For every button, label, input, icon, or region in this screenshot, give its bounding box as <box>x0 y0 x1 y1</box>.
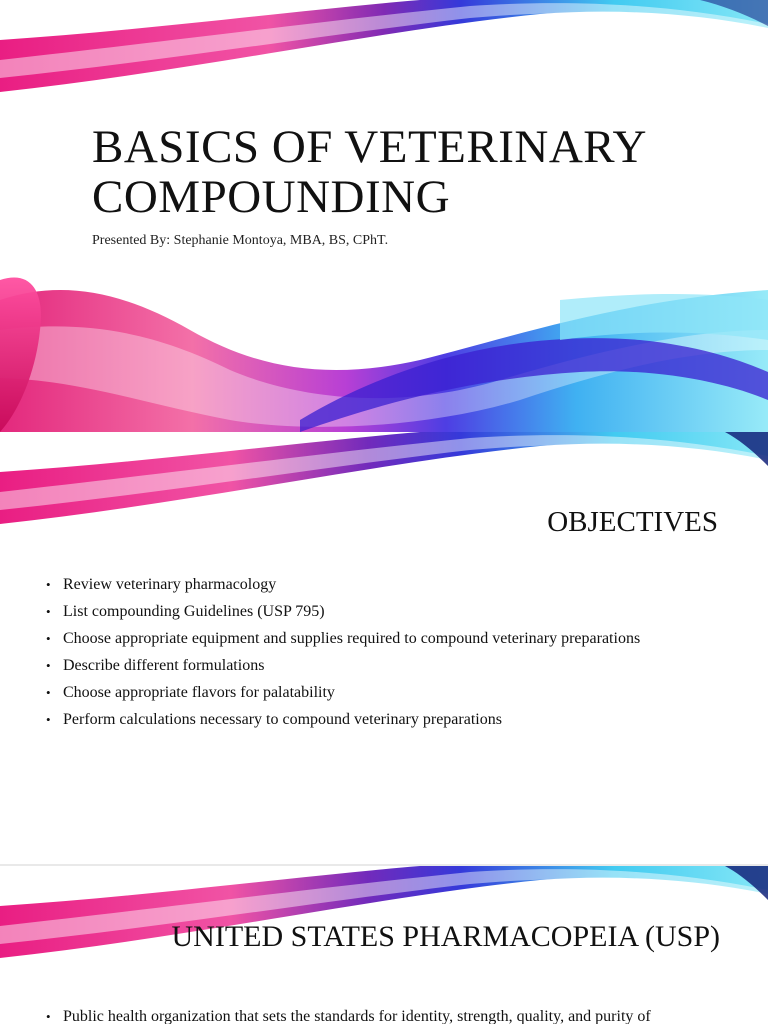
list-item: • Perform calculations necessary to compound veterinary preparations <box>46 706 640 733</box>
bullet-list <box>46 571 640 733</box>
list-item: • Public health organization that sets the standards for identity, strength, quality, and purity of <box>46 1003 651 1024</box>
list-item: • List compounding Guidelines (USP 795) <box>46 598 640 625</box>
slide-usp[interactable] <box>0 866 768 1024</box>
slide-title[interactable] <box>0 0 768 432</box>
list-item: • Choose appropriate flavors for palatability <box>46 679 640 706</box>
bullet-icon: • <box>46 1009 51 1024</box>
slide-title-heading: BASICS OF VETERINARY COMPOUNDING <box>92 121 646 223</box>
list-item: • Describe different formulations <box>46 652 640 679</box>
slide-heading: UNITED STATES PHARMACOPEIA (USP) <box>171 920 720 953</box>
list-item: • Choose appropriate equipment and supplies required to compound veterinary preparations <box>46 625 640 652</box>
slide-heading: OBJECTIVES <box>547 506 718 538</box>
bullet-icon: • <box>46 631 51 646</box>
bullet-icon: • <box>46 658 51 673</box>
bullet-icon: • <box>46 712 51 727</box>
bullet-list <box>46 1003 651 1024</box>
slide-objectives[interactable] <box>0 432 768 864</box>
list-item: • Review veterinary pharmacology <box>46 571 640 598</box>
slide-subtitle: Presented By: Stephanie Montoya, MBA, BS, CPhT. <box>92 233 389 248</box>
bullet-icon: • <box>46 604 51 619</box>
bullet-icon: • <box>46 577 51 592</box>
bullet-icon: • <box>46 685 51 700</box>
